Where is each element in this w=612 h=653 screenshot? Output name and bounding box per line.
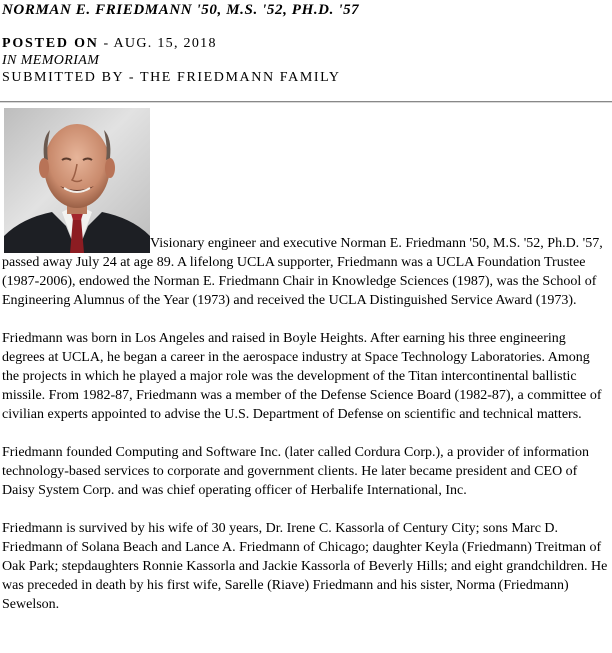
article-paragraph-text: Visionary engineer and executive Norman E. Friedmann '50, M.S. '52, Ph.D. '57, passed away July 24 at age 89. A lifelong UCLA supporter, Friedmann was a UCLA Foundation Trustee (1987-2006), endowed the Norman E. Friedmann Chair in Knowledge Sciences (1987), was the School of Engineering Alumnus of the Year (1973) and received the UCLA Distinguished Service Award (1973). xyxy=(2,236,603,308)
article-paragraph: Friedmann founded Computing and Software Inc. (later called Cordura Corp.), a provider of information technology-based services to corporate and government clients. He later became president and CEO of Daisy System Corp. and was chief operating officer of Herbalife International, Inc. xyxy=(2,445,590,498)
header-divider xyxy=(0,101,612,103)
category-label: IN MEMORIAM xyxy=(2,53,100,68)
portrait-photo-icon xyxy=(4,108,150,253)
article-body xyxy=(2,108,610,633)
submitted-by: SUBMITTED BY - THE FRIEDMANN FAMILY xyxy=(2,70,341,85)
article-paragraph: Friedmann was born in Los Angeles and raised in Boyle Heights. After earning his three engineering degrees at UCLA, he began a career in the aerospace industry at Space Technology Laboratories. Among the projects in which he played a major role was the development of the Titan intercontinental ballistic missile. From 1982-87, Friedmann was a member of the Defense Science Board (1982-87), a committee of civilian experts appointed to advise the U.S. Department of Defense on scientific and technical matters. xyxy=(2,331,602,422)
page-title: NORMAN E. FRIEDMANN '50, M.S. '52, PH.D. '57 xyxy=(2,2,360,18)
posted-line xyxy=(2,35,612,52)
portrait-photo xyxy=(4,108,150,253)
posted-date: - AUG. 15, 2018 xyxy=(98,36,217,51)
page-header xyxy=(0,0,612,86)
posted-label: POSTED ON xyxy=(2,36,99,51)
post-meta xyxy=(2,35,612,86)
article-paragraph xyxy=(2,108,610,310)
article-paragraph: Friedmann is survived by his wife of 30 years, Dr. Irene C. Kassorla of Century City; sons Marc D. Friedmann of Solana Beach and Lance A. Friedmann of Chicago; daughter Keyla (Friedmann) Treitman of Oak Park; stepdaughters Ronnie Kassorla and Jackie Kassorla of Beverly Hills; and eight grandchildren. He was preceded in death by his first wife, Sarelle (Riave) Friedmann and his sister, Norma (Friedmann) Sewelson. xyxy=(2,521,608,612)
